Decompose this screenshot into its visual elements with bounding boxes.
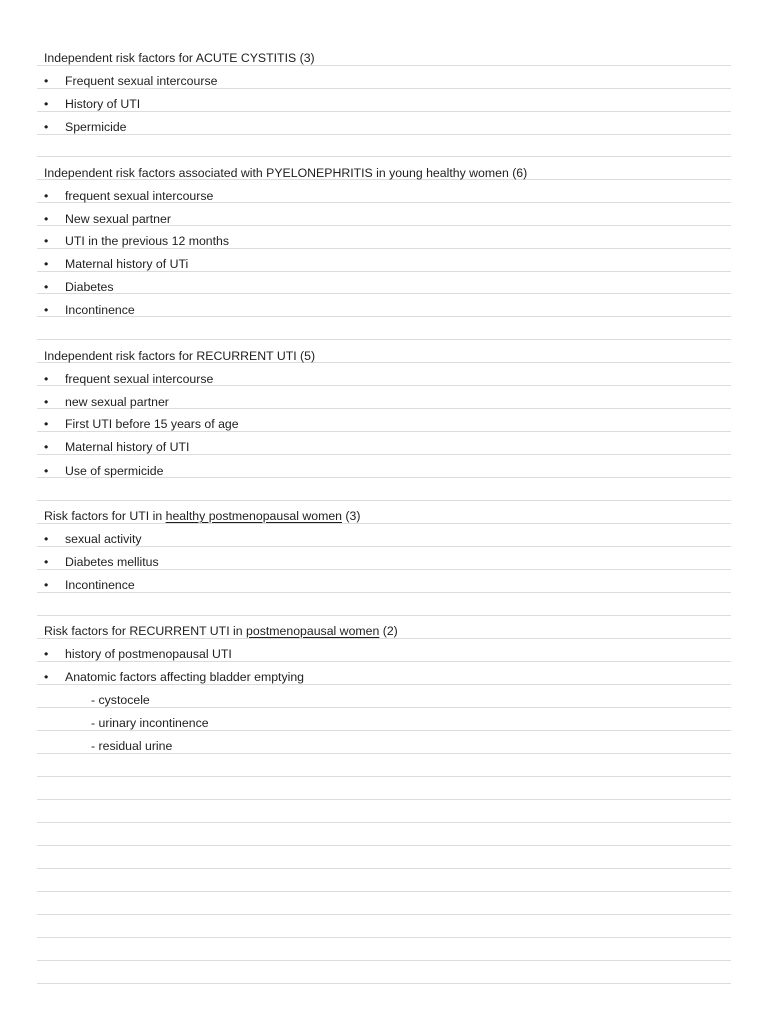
section-heading [44, 348, 315, 364]
section-heading-count: (3) [342, 509, 361, 523]
list-item [44, 211, 171, 227]
section-heading [44, 165, 527, 181]
bullet: • [44, 555, 49, 569]
section-heading [44, 50, 315, 66]
bullet: • [44, 440, 49, 454]
list-item-text: Diabetes [65, 280, 114, 294]
list-item-text: Frequent sexual intercourse [65, 74, 218, 88]
list-item-text: History of UTI [65, 97, 141, 111]
ruled-line [37, 937, 731, 938]
list-item-text: Incontinence [65, 578, 135, 592]
bullet: • [44, 303, 49, 317]
list-item-text: New sexual partner [65, 212, 171, 226]
list-item [44, 531, 142, 547]
bullet: • [44, 120, 49, 134]
list-item-text: frequent sexual intercourse [65, 189, 214, 203]
section-heading-text: Independent risk factors for ACUTE CYSTITIS (3) [44, 51, 315, 65]
ruled-line [37, 822, 731, 823]
bullet: • [44, 532, 49, 546]
sub-list-item-text: - urinary incontinence [91, 716, 209, 730]
list-item [44, 439, 189, 455]
list-item-text: UTI in the previous 12 months [65, 234, 230, 248]
sub-list-item [91, 738, 172, 754]
bullet: • [44, 97, 49, 111]
list-item-text: history of postmenopausal UTI [65, 647, 232, 661]
list-item [44, 233, 229, 249]
list-item-text: frequent sexual intercourse [65, 372, 214, 386]
ruled-line [37, 111, 731, 112]
list-item [44, 577, 135, 593]
section-heading-text: Risk factors for UTI in [44, 509, 166, 523]
sub-list-item [91, 715, 209, 731]
ruled-line [37, 156, 731, 157]
list-item-text: Maternal history of UTi [65, 257, 189, 271]
underlined-phrase: postmenopausal women [246, 624, 380, 638]
bullet: • [44, 417, 49, 431]
bullet: • [44, 212, 49, 226]
list-item-text: Use of spermicide [65, 464, 164, 478]
ruled-line [37, 615, 731, 616]
bullet: • [44, 257, 49, 271]
list-item-text: Diabetes mellitus [65, 555, 159, 569]
list-item [44, 416, 239, 432]
bullet: • [44, 372, 49, 386]
list-item [44, 188, 213, 204]
list-item [44, 73, 217, 89]
ruled-line [37, 845, 731, 846]
section-heading-text: Independent risk factors for RECURRENT UTI (5) [44, 349, 316, 363]
list-item [44, 279, 114, 295]
bullet: • [44, 234, 49, 248]
bullet: • [44, 647, 49, 661]
list-item-text: Incontinence [65, 303, 135, 317]
bullet: • [44, 189, 49, 203]
section-heading-text: Risk factors for RECURRENT UTI in [44, 624, 247, 638]
bullet: • [44, 670, 49, 684]
list-item-text: Anatomic factors affecting bladder emptying [65, 670, 305, 684]
ruled-line [37, 500, 731, 501]
bullet: • [44, 578, 49, 592]
list-item [44, 646, 232, 662]
sub-list-item-text: - cystocele [91, 693, 150, 707]
bullet: • [44, 395, 49, 409]
list-item-text: new sexual partner [65, 395, 169, 409]
list-item-text: First UTI before 15 years of age [65, 417, 239, 431]
list-item [44, 256, 188, 272]
bullet: • [44, 464, 49, 478]
ruled-line [37, 339, 731, 340]
list-item-text: Spermicide [65, 120, 127, 134]
bullet: • [44, 280, 49, 294]
ruled-line [37, 134, 731, 135]
list-item [44, 119, 127, 135]
list-item [44, 463, 163, 479]
bullet: • [44, 74, 49, 88]
ruled-line [37, 983, 731, 984]
list-item [44, 371, 213, 387]
ruled-line [37, 914, 731, 915]
section-heading [44, 508, 360, 524]
list-item-text: Maternal history of UTI [65, 440, 190, 454]
list-item [44, 554, 159, 570]
ruled-line [37, 960, 731, 961]
ruled-line [37, 891, 731, 892]
ruled-line [37, 776, 731, 777]
section-heading-count: (2) [379, 624, 398, 638]
list-item [44, 96, 140, 112]
list-item-text: sexual activity [65, 532, 142, 546]
ruled-line [37, 316, 731, 317]
ruled-line [37, 799, 731, 800]
underlined-phrase: healthy postmenopausal women [165, 509, 342, 523]
ruled-line [37, 868, 731, 869]
ruled-line [37, 293, 731, 294]
sub-list-item-text: - residual urine [91, 739, 173, 753]
section-heading-text: Independent risk factors associated with PYELONEPHRITIS in young healthy women (6) [44, 166, 528, 180]
list-item [44, 669, 304, 685]
section-heading [44, 623, 398, 639]
ruled-line [37, 592, 731, 593]
list-item [44, 394, 169, 410]
sub-list-item [91, 692, 150, 708]
list-item [44, 302, 135, 318]
